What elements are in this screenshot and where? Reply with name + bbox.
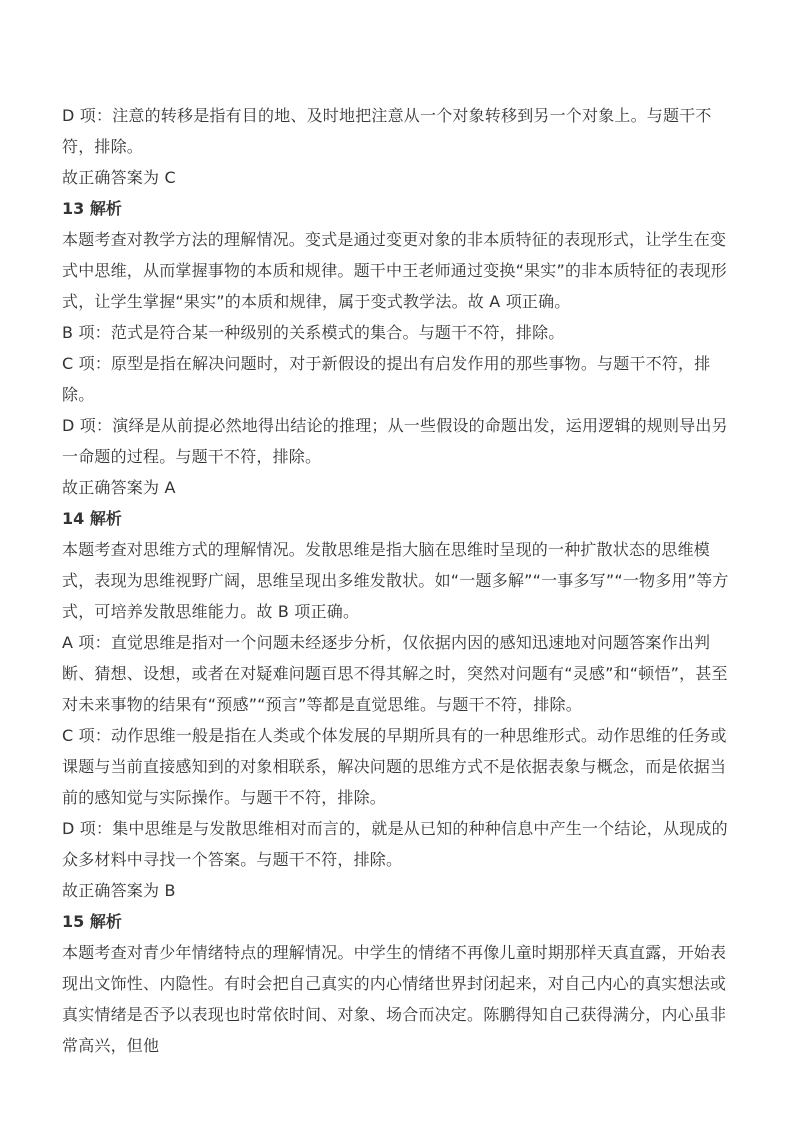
paragraph: B 项：范式是符合某一种级别的关系模式的集合。与题干不符，排除。	[62, 323, 565, 342]
answer-line: 故正确答案为 A	[62, 478, 176, 497]
answer-line: 故正确答案为 C	[62, 168, 176, 187]
paragraph: D 项：注意的转移是指有目的地、及时地把注意从一个对象转移到另一个对象上。与题干不符，排除。	[62, 106, 712, 156]
section-heading: 14 解析	[62, 509, 122, 528]
document-page	[62, 100, 742, 1061]
paragraph: 本题考查对思维方式的理解情况。发散思维是指大脑在思维时呈现的一种扩散状态的思维模式，表现为思维视野广阔，思维呈现出多维发散状。如“一题多解”“一事多写”“一物多用”等方式，可培养发散思维能力。故 B 项正确。	[62, 540, 729, 621]
paragraph: C 项：动作思维一般是指在人类或个体发展的早期所具有的一种思维形式。动作思维的任务或课题与当前直接感知到的对象相联系，解决问题的思维方式不是依据表象与概念，而是依据当前的感知觉与实际操作。与题干不符，排除。	[62, 726, 727, 807]
section-heading: 15 解析	[62, 912, 122, 931]
paragraph: C 项：原型是指在解决问题时，对于新假设的提出有启发作用的那些事物。与题干不符，排除。	[62, 354, 711, 404]
paragraph: D 项：集中思维是与发散思维相对而言的，就是从已知的种种信息中产生一个结论，从现成的众多材料中寻找一个答案。与题干不符，排除。	[62, 819, 728, 869]
paragraph: 本题考查对青少年情绪特点的理解情况。中学生的情绪不再像儿童时期那样天真直露，开始表现出文饰性、内隐性。有时会把自己真实的内心情绪世界封闭起来，对自己内心的真实想法或真实情绪是否予以表现也时常依时间、对象、场合而决定。陈鹏得知自己获得满分，内心虽非常高兴，但他	[62, 943, 727, 1055]
section-heading: 13 解析	[62, 199, 122, 218]
paragraph: D 项：演绎是从前提必然地得出结论的推理；从一些假设的命题出发，运用逻辑的规则导出另一命题的过程。与题干不符，排除。	[62, 416, 728, 466]
paragraph: A 项：直觉思维是指对一个问题未经逐步分析，仅依据内因的感知迅速地对问题答案作出判断、猜想、设想，或者在对疑难问题百思不得其解之时，突然对问题有“灵感”和“顿悟”，甚至对未来事物的结果有“预感”“预言”等都是直觉思维。与题干不符，排除。	[62, 633, 728, 714]
answer-line: 故正确答案为 B	[62, 881, 176, 900]
paragraph: 本题考查对教学方法的理解情况。变式是通过变更对象的非本质特征的表现形式，让学生在变式中思维，从而掌握事物的本质和规律。题干中王老师通过变换“果实”的非本质特征的表现形式，让学生掌握“果实”的本质和规律，属于变式教学法。故 A 项正确。	[62, 230, 727, 311]
